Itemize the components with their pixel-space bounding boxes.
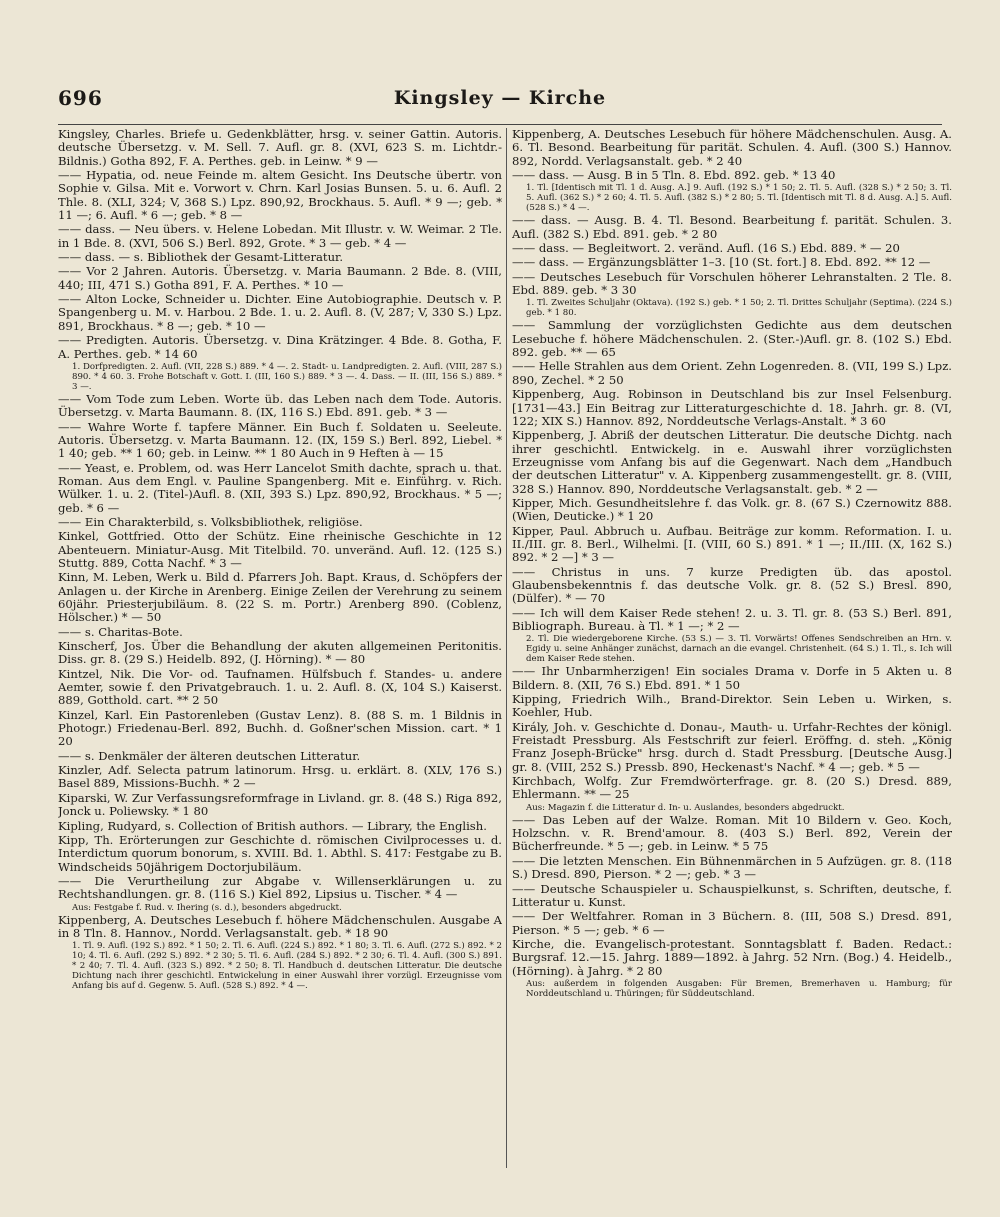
- catalog-entry: —— Predigten. Autoris. Übersetzg. v. Dina Krätzinger. 4 Bde. 8. Gotha, F. A. Perthes. geb. * 14 60: [58, 333, 502, 361]
- catalog-entry: —— Vom Tode zum Leben. Worte üb. das Leben nach dem Tode. Autoris. Übersetzg. v. Marta Baumann. 8. (IX, 116 S.) Ebd. 891. geb. * 3 —: [58, 391, 502, 420]
- catalog-entry: Kipper, Mich. Gesundheitslehre f. das Volk. gr. 8. (67 S.) Czernowitz 888. (Wien, Deuticke.) * 1 20: [512, 495, 952, 524]
- catalog-entry: —— Der Weltfahrer. Roman in 3 Büchern. 8. (III, 508 S.) Dresd. 891, Pierson. * 5 —; geb. * 6 —: [512, 909, 952, 937]
- catalog-entry: —— Ein Charakterbild, s. Volksbibliothek, religiöse.: [58, 514, 363, 529]
- catalog-entry: —— dass. — Begleitwort. 2. veränd. Aufl. (16 S.) Ebd. 889. * — 20: [512, 241, 900, 256]
- catalog-entry: Kippenberg, J. Abriß der deutschen Litteratur. Die deutsche Dichtg. nach ihrer geschichtl. Entwickelg. in e. Auswahl ihrer vorzüglichsten Erzeugnisse vom Anfang bis auf die Gegenwart. Nach dem „Handbuch der deutschen Litteratur" v. A. Kippenberg zusammengestellt. gr. 8. (VIII, 328 S.) Hannov. 890, Norddeutsche Verlagsanstalt. geb. * 2 —: [512, 428, 952, 496]
- entry-note: 2. Tl. Die wiedergeborene Kirche. (53 S.) — 3. Tl. Vorwärts! Offenes Sendschreiben an Hrn. v. Egidy u. seine Anhänger zunächst, darnach an die evangel. Christenheit. (64 S.) 1. Tl., s. Ich will dem Kaiser Rede stehen.: [526, 634, 952, 665]
- catalog-entry: Kinscherf, Jos. Über die Behandlung der akuten allgemeinen Peritonitis. Diss. gr. 8. (29 S.) Heidelb. 892, (J. Hörning). * — 80: [58, 639, 502, 667]
- entry-note: 1. Tl. Zweites Schuljahr (Oktava). (192 S.) geb. * 1 50; 2. Tl. Drittes Schuljahr (Septima). (224 S.) geb. * 1 80.: [526, 298, 952, 319]
- entry-note: Aus: Festgabe f. Rud. v. Ihering (s. d.), besonders abgedruckt.: [72, 902, 342, 913]
- entry-note: Aus: Magazin f. die Litteratur d. In- u. Auslandes, besonders abgedruckt.: [526, 802, 845, 813]
- catalog-entry: Kippenberg, A. Deutsches Lesebuch f. höhere Mädchenschulen. Ausgabe A in 8 Tln. 8. Hannov., Nordd. Verlagsanstalt. geb. * 18 90: [58, 912, 502, 940]
- catalog-entry: Kippenberg, A. Deutsches Lesebuch für höhere Mädchenschulen. Ausg. A. 6. Tl. Besond. Bearbeitung für parität. Schulen. 4. Aufl. (300 S.) Hannov. 892, Nordd. Verlagsanstalt. geb. * 2 40: [512, 128, 952, 168]
- catalog-entry: Kinzler, Adf. Selecta patrum latinorum. Hrsg. u. erklärt. 8. (XLV, 176 S.) Basel 889, Missions-Buchh. * 2 —: [58, 763, 502, 791]
- catalog-entry: —— s. Charitas-Bote.: [58, 624, 183, 639]
- catalog-entry: Kiparski, W. Zur Verfassungsreformfrage in Livland. gr. 8. (48 S.) Riga 892, Jonck u. Poliewsky. * 1 80: [58, 790, 502, 819]
- catalog-entry: —— dass. — Ausg. B in 5 Tln. 8. Ebd. 892. geb. * 13 40: [512, 168, 836, 183]
- catalog-entry: Kipper, Paul. Abbruch u. Aufbau. Beiträge zur komm. Reformation. I. u. II./III. gr. 8. Berl., Wilhelmi. [I. (VIII, 60 S.) 891. * 1 —; II./III. (X, 162 S.) 892. * 2 —] * 3 —: [512, 523, 952, 565]
- catalog-entry: Kinn, M. Leben, Werk u. Bild d. Pfarrers Joh. Bapt. Kraus, d. Schöpfers der Anlagen u. der Kirche in Arenberg. Einige Zeilen der Verehrung zu seinem 60jähr. Priesterjubiläum. 8. (22 S. m. Portr.) Arenberg 890. (Coblenz, Hölscher.) * — 50: [58, 570, 502, 625]
- catalog-entry: Kinzel, Karl. Ein Pastorenleben (Gustav Lenz). 8. (88 S. m. 1 Bildnis in Photogr.) Friedenau-Berl. 892, Buchh. d. Goßner'schen Mission. cart. * 1 20: [58, 707, 502, 749]
- header-rule: [58, 124, 942, 125]
- catalog-entry: Kipping, Friedrich Wilh., Brand-Direktor. Sein Leben u. Wirken, s. Koehler, Hub.: [512, 692, 952, 720]
- right-column: [512, 128, 952, 1168]
- running-title: Kingsley — Kirche: [393, 87, 607, 109]
- catalog-entry: —— dass. — s. Bibliothek der Gesamt-Litteratur.: [58, 250, 344, 265]
- left-column: [58, 128, 502, 1168]
- catalog-entry: Kipp, Th. Erörterungen zur Geschichte d. römischen Civilprocesses u. d. Interdictum quorum bonorum, s. XVIII. Bd. 1. Abthl. S. 417: Festgabe zu B. Windscheids 50jährigem Doctorjubiläum.: [58, 832, 502, 874]
- catalog-entry: Király, Joh. v. Geschichte d. Donau-, Mauth- u. Urfahr-Rechtes der königl. Freistadt Pressburg. Als Festschrift zur feierl. Eröffng. d. steh. „König Franz Joseph-Brücke" hrsg. durch d. Stadt Pressburg. [Deutsche Ausg.] gr. 8. (VIII, 252 S.) Pressb. 890, Heckenast's Nachf. * 4 —; geb. * 5 —: [512, 719, 952, 774]
- catalog-entry: —— Die Verurtheilung zur Abgabe v. Willenserklärungen u. zu Rechtshandlungen. gr. 8. (116 S.) Kiel 892, Lipsius u. Tischer. * 4 —: [58, 873, 502, 902]
- catalog-entry: Kinkel, Gottfried. Otto der Schütz. Eine rheinische Geschichte in 12 Abenteuern. Miniatur-Ausg. Mit Titelbild. 70. unveränd. Aufl. 12. (125 S.) Stuttg. 889, Cotta Nachf. * 3 —: [58, 529, 502, 570]
- catalog-entry: Kippenberg, Aug. Robinson in Deutschland bis zur Insel Felsenburg. [1731—43.] Ein Beitrag zur Litteraturgeschichte d. 18. Jahrh. gr. 8. (VI, 122; XIX S.) Hannov. 892, Norddeutsche Verlags-Anstalt. * 3 60: [512, 387, 952, 428]
- catalog-entry: —— dass. — Neu übers. v. Helene Lobedan. Mit Illustr. v. W. Weimar. 2 Tle. in 1 Bde. 8. (XVI, 506 S.) Berl. 892, Grote. * 3 — geb. * 4 —: [58, 222, 502, 250]
- catalog-entry: —— Ihr Unbarmherzigen! Ein sociales Drama v. Dorfe in 5 Akten u. 8 Bildern. 8. (XII, 76 S.) Ebd. 891. * 1 50: [512, 664, 952, 692]
- catalog-entry: —— s. Denkmäler der älteren deutschen Litteratur.: [58, 748, 361, 763]
- page-number: 696: [58, 86, 103, 110]
- catalog-entry: —— Christus in uns. 7 kurze Predigten üb. das apostol. Glaubensbekenntnis f. das deutsche Volk. gr. 8. (52 S.) Bresl. 890, (Dülfer). * — 70: [512, 564, 952, 606]
- catalog-entry: Kirche, die. Evangelisch-protestant. Sonntagsblatt f. Baden. Redact.: Burgsraf. 12.—15. Jahrg. 1889—1892. à Jahrg. 52 Nrn. (Bog.) 4. Heidelb., (Hörning). à Jahrg. * 2 80: [512, 936, 952, 978]
- catalog-entry: —— Die letzten Menschen. Ein Bühnenmärchen in 5 Aufzügen. gr. 8. (118 S.) Dresd. 890, Pierson. * 2 —; geb. * 3 —: [512, 853, 952, 882]
- catalog-entry: Kipling, Rudyard, s. Collection of British authors. — Library, the English.: [58, 818, 487, 833]
- catalog-entry: —— Sammlung der vorzüglichsten Gedichte aus dem deutschen Lesebuche f. höhere Mädchenschulen. 2. (Ster.-)Aufl. gr. 8. (102 S.) Ebd. 892. geb. ** — 65: [512, 318, 952, 360]
- entry-note: 1. Tl. [Identisch mit Tl. 1 d. Ausg. A.] 9. Aufl. (192 S.) * 1 50; 2. Tl. 5. Aufl. (328 S.) * 2 50; 3. Tl. 5. Aufl. (362 S.) * 2 60; 4. Tl. 5. Aufl. (382 S.) * 2 80; 5. Tl. [Identisch mit Tl. 8 d. Ausg. A.] 5. Aufl. (528 S.) * 4 —.: [526, 183, 952, 214]
- catalog-entry: —— Deutsche Schauspieler u. Schauspielkunst, s. Schriften, deutsche, f. Litteratur u. Kunst.: [512, 881, 952, 909]
- catalog-entry: Kirchbach, Wolfg. Zur Fremdwörterfrage. gr. 8. (20 S.) Dresd. 889, Ehlermann. ** — 25: [512, 774, 952, 802]
- catalog-entry: —— Yeast, e. Problem, od. was Herr Lancelot Smith dachte, sprach u. that. Roman. Aus dem Engl. v. Pauline Spangenberg. Mit e. Einführg. v. Rich. Wülker. 1. u. 2. (Titel-)Aufl. 8. (XII, 393 S.) Lpz. 890,92, Brockhaus. * 5 —; geb. * 6 —: [58, 460, 502, 515]
- page-header: [58, 78, 942, 118]
- catalog-entry: —— dass. — Ausg. B. 4. Tl. Besond. Bearbeitung f. parität. Schulen. 3. Aufl. (382 S.) Ebd. 891. geb. * 2 80: [512, 213, 952, 241]
- entry-note: Aus: außerdem in folgenden Ausgaben: Für Bremen, Bremerhaven u. Hamburg; für Norddeutschland u. Thüringen; für Süddeutschland.: [526, 978, 952, 999]
- catalog-entry: —— Das Leben auf der Walze. Roman. Mit 10 Bildern v. Geo. Koch, Holzschn. v. R. Brend'amour. 8. (403 S.) Berl. 892, Verein der Bücherfreunde. * 5 —; geb. in Leinw. * 5 75: [512, 812, 952, 854]
- entry-note: 1. Tl. 9. Aufl. (192 S.) 892. * 1 50; 2. Tl. 6. Aufl. (224 S.) 892. * 1 80; 3. Tl. 6. Aufl. (272 S.) 892. * 2 10; 4. Tl. 6. Aufl. (292 S.) 892. * 2 30; 5. Tl. 6. Aufl. (284 S.) 892. * 2 30; 6. Tl. 4. Aufl. (300 S.) 891. * 2 40; 7. Tl. 4. Aufl. (323 S.) 892. * 2 50; 8. Tl. Handbuch d. deutschen Litteratur. Die deutsche Dichtung nach ihrer geschichtl. Entwickelung in einer Auswahl ihrer vorzügl. Erzeugnisse vom Anfang bis auf d. Gegenw. 5. Aufl. (528 S.) 892. * 4 —.: [72, 941, 502, 992]
- catalog-entry: —— Deutsches Lesebuch für Vorschulen höherer Lehranstalten. 2 Tle. 8. Ebd. 889. geb. * 3 30: [512, 269, 952, 298]
- catalog-entry: —— Wahre Worte f. tapfere Männer. Ein Buch f. Soldaten u. Seeleute. Autoris. Übersetzg. v. Marta Baumann. 12. (IX, 159 S.) Berl. 892, Liebel. * 1 40; geb. ** 1 60; geb. in Leinw. ** 1 80 Auch in 9 Heften à — 15: [58, 419, 502, 461]
- entry-note: 1. Dorfpredigten. 2. Aufl. (VII, 228 S.) 889. * 4 —. 2. Stadt- u. Landpredigten. 2. Aufl. (VIII, 287 S.) 890. * 4 60. 3. Frohe Botschaft v. Gott. I. (III, 160 S.) 889. * 3 —. 4. Dass. — II. (III, 156 S.) 889. * 3 —.: [72, 361, 502, 392]
- catalog-entry: Kingsley, Charles. Briefe u. Gedenkblätter, hrsg. v. seiner Gattin. Autoris. deutsche Übersetzg. v. M. Sell. 7. Aufl. gr. 8. (XVI, 623 S. m. Lichtdr.-Bildnis.) Gotha 892, F. A. Perthes. geb. in Leinw. * 9 —: [58, 128, 502, 168]
- catalog-entry: —— Vor 2 Jahren. Autoris. Übersetzg. v. Maria Baumann. 2 Bde. 8. (VIII, 440; III, 471 S.) Gotha 891, F. A. Perthes. * 10 —: [58, 264, 502, 292]
- catalog-entry: —— Alton Locke, Schneider u. Dichter. Eine Autobiographie. Deutsch v. P. Spangenberg u. M. v. Harbou. 2 Bde. 1. u. 2. Aufl. 8. (V, 287; V, 330 S.) Lpz. 891, Brockhaus. * 8 —; geb. * 10 —: [58, 292, 502, 333]
- catalog-entry: —— Hypatia, od. neue Feinde m. altem Gesicht. Ins Deutsche übertr. von Sophie v. Gilsa. Mit e. Vorwort v. Chrn. Karl Josias Bunsen. 5. u. 6. Aufl. 2 Thle. 8. (XLI, 324; V, 368 S.) Lpz. 890,92, Brockhaus. 5. Aufl. * 9 —; geb. * 11 —; 6. Aufl. * 6 —; geb. * 8 —: [58, 168, 502, 223]
- column-divider: [506, 128, 507, 1168]
- catalog-entry: —— dass. — Ergänzungsblätter 1–3. [10 (St. fort.] 8. Ebd. 892. ** 12 —: [512, 255, 931, 270]
- catalog-entry: —— Helle Strahlen aus dem Orient. Zehn Logenreden. 8. (VII, 199 S.) Lpz. 890, Zechel. * 2 50: [512, 359, 952, 387]
- catalog-entry: —— Ich will dem Kaiser Rede stehen! 2. u. 3. Tl. gr. 8. (53 S.) Berl. 891, Bibliograph. Bureau. à Tl. * 1 —; * 2 —: [512, 605, 952, 633]
- catalog-entry: Kintzel, Nik. Die Vor- od. Taufnamen. Hülfsbuch f. Standes- u. andere Aemter, sowie f. den Privatgebrauch. 1. u. 2. Aufl. 8. (X, 104 S.) Kaiserst. 889, Gotthold. cart. ** 2 50: [58, 666, 502, 708]
